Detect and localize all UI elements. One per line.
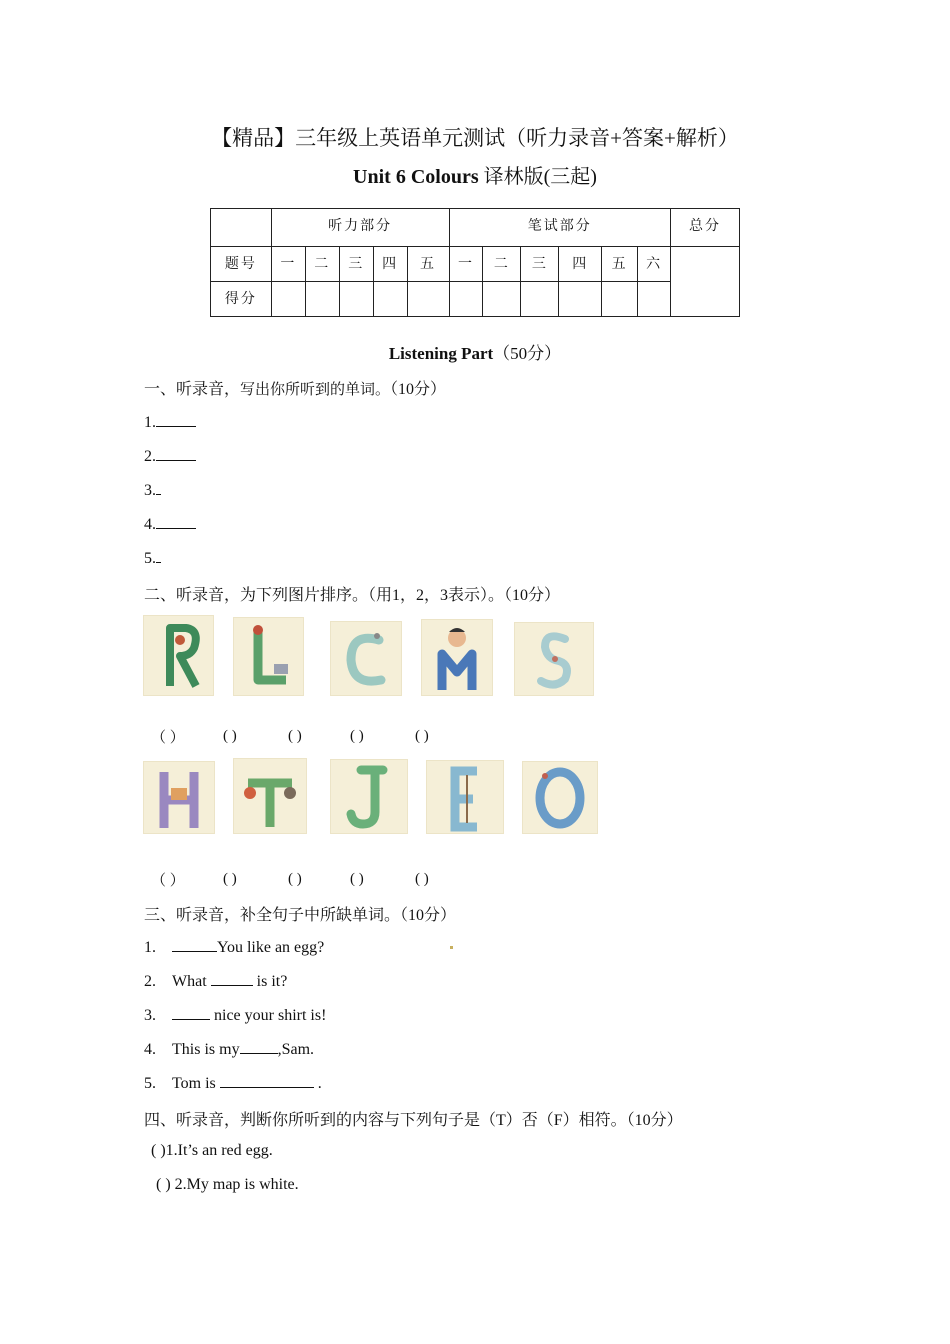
written-q3: 三 [521, 247, 559, 281]
score-cell[interactable] [305, 281, 339, 316]
section3-item-4 [144, 1039, 314, 1059]
answer-blank[interactable] [220, 1073, 314, 1088]
page-title: 【精品】三年级上英语单元测试（听力录音+答案+解析） [211, 126, 739, 150]
letter-o-text: O [560, 812, 561, 813]
letter-picture-r [143, 615, 214, 696]
section3-item-3 [144, 1005, 326, 1025]
text-after: is it? [252, 973, 288, 990]
letter-r-illustration [144, 616, 213, 695]
letter-j-illustration [331, 760, 407, 833]
subtitle-english: Unit 6 Colours [353, 166, 479, 188]
score-cell[interactable] [521, 281, 559, 316]
written-q1: 一 [449, 247, 483, 281]
listening-q4: 四 [373, 247, 407, 281]
letter-s-text: S [554, 673, 555, 674]
text-before: Tom is [172, 1075, 220, 1092]
item-number: 1. [144, 939, 156, 956]
listening-q2: 二 [305, 247, 339, 281]
question-number-label: 题号 [211, 247, 272, 281]
letter-s-illustration [515, 623, 593, 695]
score-label: 得分 [211, 281, 272, 316]
written-part-label: 笔试部分 [449, 209, 671, 247]
listening-q3: 三 [339, 247, 373, 281]
answer-paren-2[interactable]: ( ) [223, 728, 237, 744]
listening-part-heading [0, 339, 950, 364]
written-q4: 四 [559, 247, 602, 281]
section1-item-3 [144, 480, 161, 500]
text-before: This is my [172, 1041, 240, 1058]
score-cell[interactable] [373, 281, 407, 316]
letter-picture-e [426, 760, 504, 834]
item-number: 5. [144, 550, 156, 567]
section3-item-5 [144, 1073, 322, 1093]
letter-picture-t [233, 758, 307, 834]
section1-prefix: 一、听录音， [144, 381, 241, 398]
letter-t-text: T [270, 809, 271, 810]
letter-h-illustration [144, 762, 214, 833]
section3-item-2 [144, 971, 287, 991]
answer-paren-10[interactable]: ( ) [415, 871, 429, 887]
item-number: 4. [144, 1041, 156, 1058]
section2-title: 二、听录音，为下列图片排序。（用1，2，3表示）。（10分） [144, 587, 561, 604]
letter-l-illustration [234, 618, 303, 695]
score-cell[interactable] [407, 281, 449, 316]
section4-item-1: ( )1.It’s an red egg. [151, 1142, 273, 1159]
text-after: nice your shirt is! [210, 1007, 327, 1024]
answer-blank[interactable] [172, 1005, 210, 1020]
listening-q5: 五 [407, 247, 449, 281]
listening-heading-en: Listening Part [388, 344, 494, 363]
text-after: ,Sam. [277, 1041, 315, 1058]
section4-item-2: ( ) 2.My map is white. [156, 1176, 299, 1193]
answer-blank[interactable] [211, 971, 253, 986]
section3-title: 三、听录音，补全句子中所缺单词。（10分） [144, 907, 457, 924]
answer-blank[interactable] [240, 1039, 278, 1054]
total-score-cell[interactable] [671, 247, 740, 317]
letter-e-text: E [465, 811, 466, 812]
section1-title [144, 376, 446, 399]
answer-blank[interactable] [156, 548, 161, 563]
answer-paren-1[interactable]: （ ） [151, 730, 185, 746]
item-number: 3. [144, 482, 156, 499]
text-after: . [313, 1075, 322, 1092]
section3-item-1 [144, 937, 324, 957]
section1-item-1 [144, 412, 196, 432]
letter-h-text: H [179, 812, 180, 813]
answer-blank[interactable] [172, 937, 217, 952]
section1-instruction: 写出你所听到的单词。 [240, 380, 391, 398]
page-subtitle [0, 160, 950, 189]
letter-picture-m [421, 619, 493, 696]
section1-item-2 [144, 446, 196, 466]
item-number: 3. [144, 1007, 156, 1024]
answer-paren-9[interactable]: ( ) [350, 871, 364, 887]
letter-r-text: R [178, 670, 179, 671]
text-after: You like an egg? [217, 939, 325, 956]
listening-q1: 一 [271, 247, 305, 281]
letter-m-text: M [457, 670, 458, 671]
item-number: 1. [144, 414, 156, 431]
score-cell[interactable] [483, 281, 521, 316]
score-cell[interactable] [559, 281, 602, 316]
section1-item-5 [144, 548, 161, 568]
score-cell[interactable] [602, 281, 638, 316]
letter-t-illustration [234, 759, 306, 833]
written-q6: 六 [638, 247, 671, 281]
letter-picture-o [522, 761, 598, 834]
written-q5: 五 [602, 247, 638, 281]
letter-m-illustration [422, 620, 492, 695]
score-table [210, 208, 740, 317]
section1-item-4 [144, 514, 196, 534]
score-table-corner [211, 209, 272, 247]
answer-blank[interactable] [156, 480, 161, 495]
letter-picture-h [143, 761, 215, 834]
letter-picture-s [514, 622, 594, 696]
answer-paren-4[interactable]: ( ) [350, 728, 364, 744]
answer-paren-7[interactable]: ( ) [223, 871, 237, 887]
answer-paren-5[interactable]: ( ) [415, 728, 429, 744]
letter-o-illustration [523, 762, 597, 833]
answer-blank[interactable] [156, 446, 196, 461]
item-number: 4. [144, 516, 156, 533]
answer-blank[interactable] [156, 412, 196, 427]
section1-points: （10分） [390, 381, 447, 398]
letter-e-illustration [427, 761, 503, 833]
item-number: 2. [144, 448, 156, 465]
letter-l-text: L [268, 668, 270, 669]
item-number: 2. [144, 973, 156, 990]
score-cell[interactable] [638, 281, 671, 316]
written-q2: 二 [483, 247, 521, 281]
letter-j-text: J [369, 810, 370, 811]
letter-picture-j [330, 759, 408, 834]
score-cell[interactable] [339, 281, 373, 316]
answer-paren-3[interactable]: ( ) [288, 728, 302, 744]
section4-title: 四、听录音，判断你所听到的内容与下列句子是（T）否（F）相符。（10分） [144, 1112, 683, 1129]
score-cell[interactable] [449, 281, 483, 316]
text-before: What [172, 973, 211, 990]
listening-heading-score: （50分） [493, 344, 562, 363]
score-cell[interactable] [271, 281, 305, 316]
stray-mark [450, 946, 453, 949]
answer-blank[interactable] [156, 514, 196, 529]
letter-picture-l [233, 617, 304, 696]
answer-paren-8[interactable]: ( ) [288, 871, 302, 887]
subtitle-chinese: 译林版(三起) [483, 166, 597, 188]
total-score-label: 总分 [671, 209, 740, 247]
letter-c-illustration [331, 622, 401, 695]
letter-c-text: C [366, 672, 367, 673]
answer-paren-6[interactable]: （ ） [151, 873, 185, 889]
item-number: 5. [144, 1075, 156, 1092]
letter-picture-c [330, 621, 402, 696]
listening-part-label: 听力部分 [271, 209, 449, 247]
